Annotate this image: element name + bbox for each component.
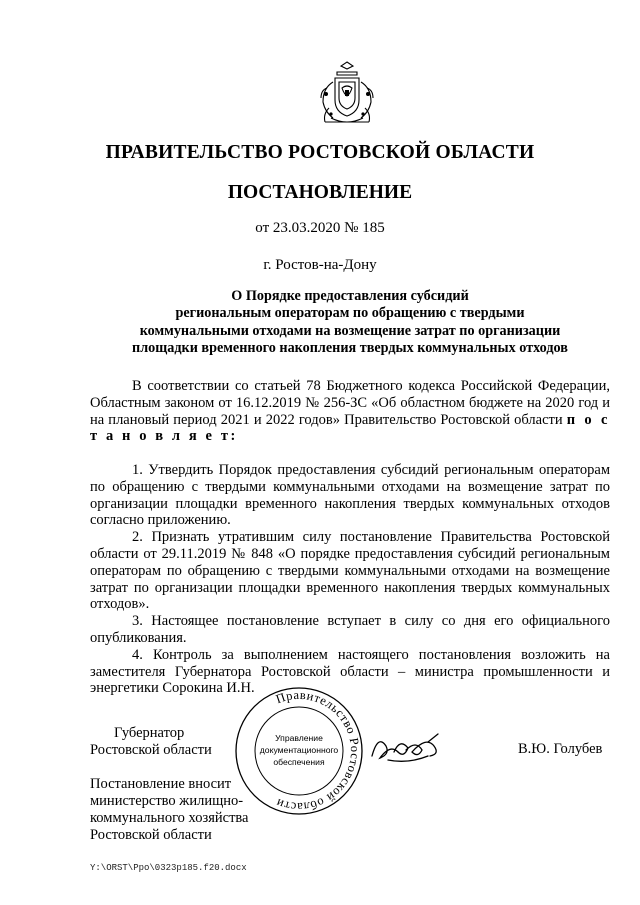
title-line: коммунальными отходами на возмещение затрат по организации (139, 322, 561, 339)
decree-item-4: 4. Контроль за выполнением настоящего постановления возложить на заместителя Губернатора Ростовской области – министра промышленности и энергетики Сорокина И.Н. (90, 646, 610, 697)
submitter-line: коммунального хозяйства (90, 810, 249, 826)
submitter-line: Постановление вносит (90, 776, 232, 792)
decree-items (90, 462, 610, 697)
submitter-block (90, 776, 249, 844)
stamp-center-line: обеспечения (273, 757, 325, 767)
stamp-center-line: Управление (275, 733, 323, 743)
stamp-center-line: документационного (259, 745, 339, 755)
document-title (60, 288, 640, 357)
signatory-name: В.Ю. Голубев (518, 741, 603, 757)
title-line: О Порядке предоставления субсидий (231, 288, 469, 304)
government-name: ПРАВИТЕЛЬСТВО РОСТОВСКОЙ ОБЛАСТИ (105, 142, 535, 163)
coat-of-arms-icon (311, 58, 383, 130)
decree-word: п о с т а н о в л я е т: (90, 411, 611, 445)
date-and-number: от 23.03.2020 № 185 (255, 220, 385, 236)
title-line: площадки временного накопления твердых коммунальных отходов (132, 339, 568, 356)
decree-item-1: 1. Утвердить Порядок предоставления субсидий региональным операторам по обращению с твердыми коммунальными отходами на возмещение затрат по организации площадки временного накопления твердых коммунальных отходов согласно приложению. (90, 462, 610, 529)
position-line-2: Ростовской области (90, 742, 212, 758)
handwritten-signature (368, 728, 458, 768)
submitter-line: министерство жилищно- (90, 793, 244, 809)
title-line: региональным операторам по обращению с твердыми (175, 305, 525, 322)
decree-item-2: 2. Признать утратившим силу постановление Правительства Ростовской области от 29.11.2019 № 848 «О порядке предоставления субсидий региональным операторам по обращению с твердыми коммунальными отходами на возмещение затрат по организации площадки временного накопления твердых коммунальных отходов». (90, 529, 610, 613)
preamble-text: В соответствии со статьей 78 Бюджетного кодекса Российской Федерации, Областным законом от 16.12.2019 № 256-ЗС «Об областном бюджете на 2020 год и на плановый период 2021 и 2022 годов» Правительство Ростовской области (90, 378, 610, 428)
official-stamp (233, 685, 365, 817)
signatory-position (90, 725, 212, 759)
document-type: ПОСТАНОВЛЕНИЕ (227, 182, 413, 203)
submitter-line: Ростовской области (90, 827, 212, 843)
preamble-paragraph (90, 378, 610, 445)
stamp-ring-text: Правительство Ростовской области (273, 687, 363, 815)
decree-item-3: 3. Настоящее постановление вступает в силу со дня его официального опубликования. (90, 613, 610, 646)
position-line-1: Губернатор (114, 725, 185, 741)
city: г. Ростов-на-Дону (263, 257, 377, 273)
file-path: Y:\ORST\Ppo\0323p185.f20.docx (90, 863, 247, 873)
